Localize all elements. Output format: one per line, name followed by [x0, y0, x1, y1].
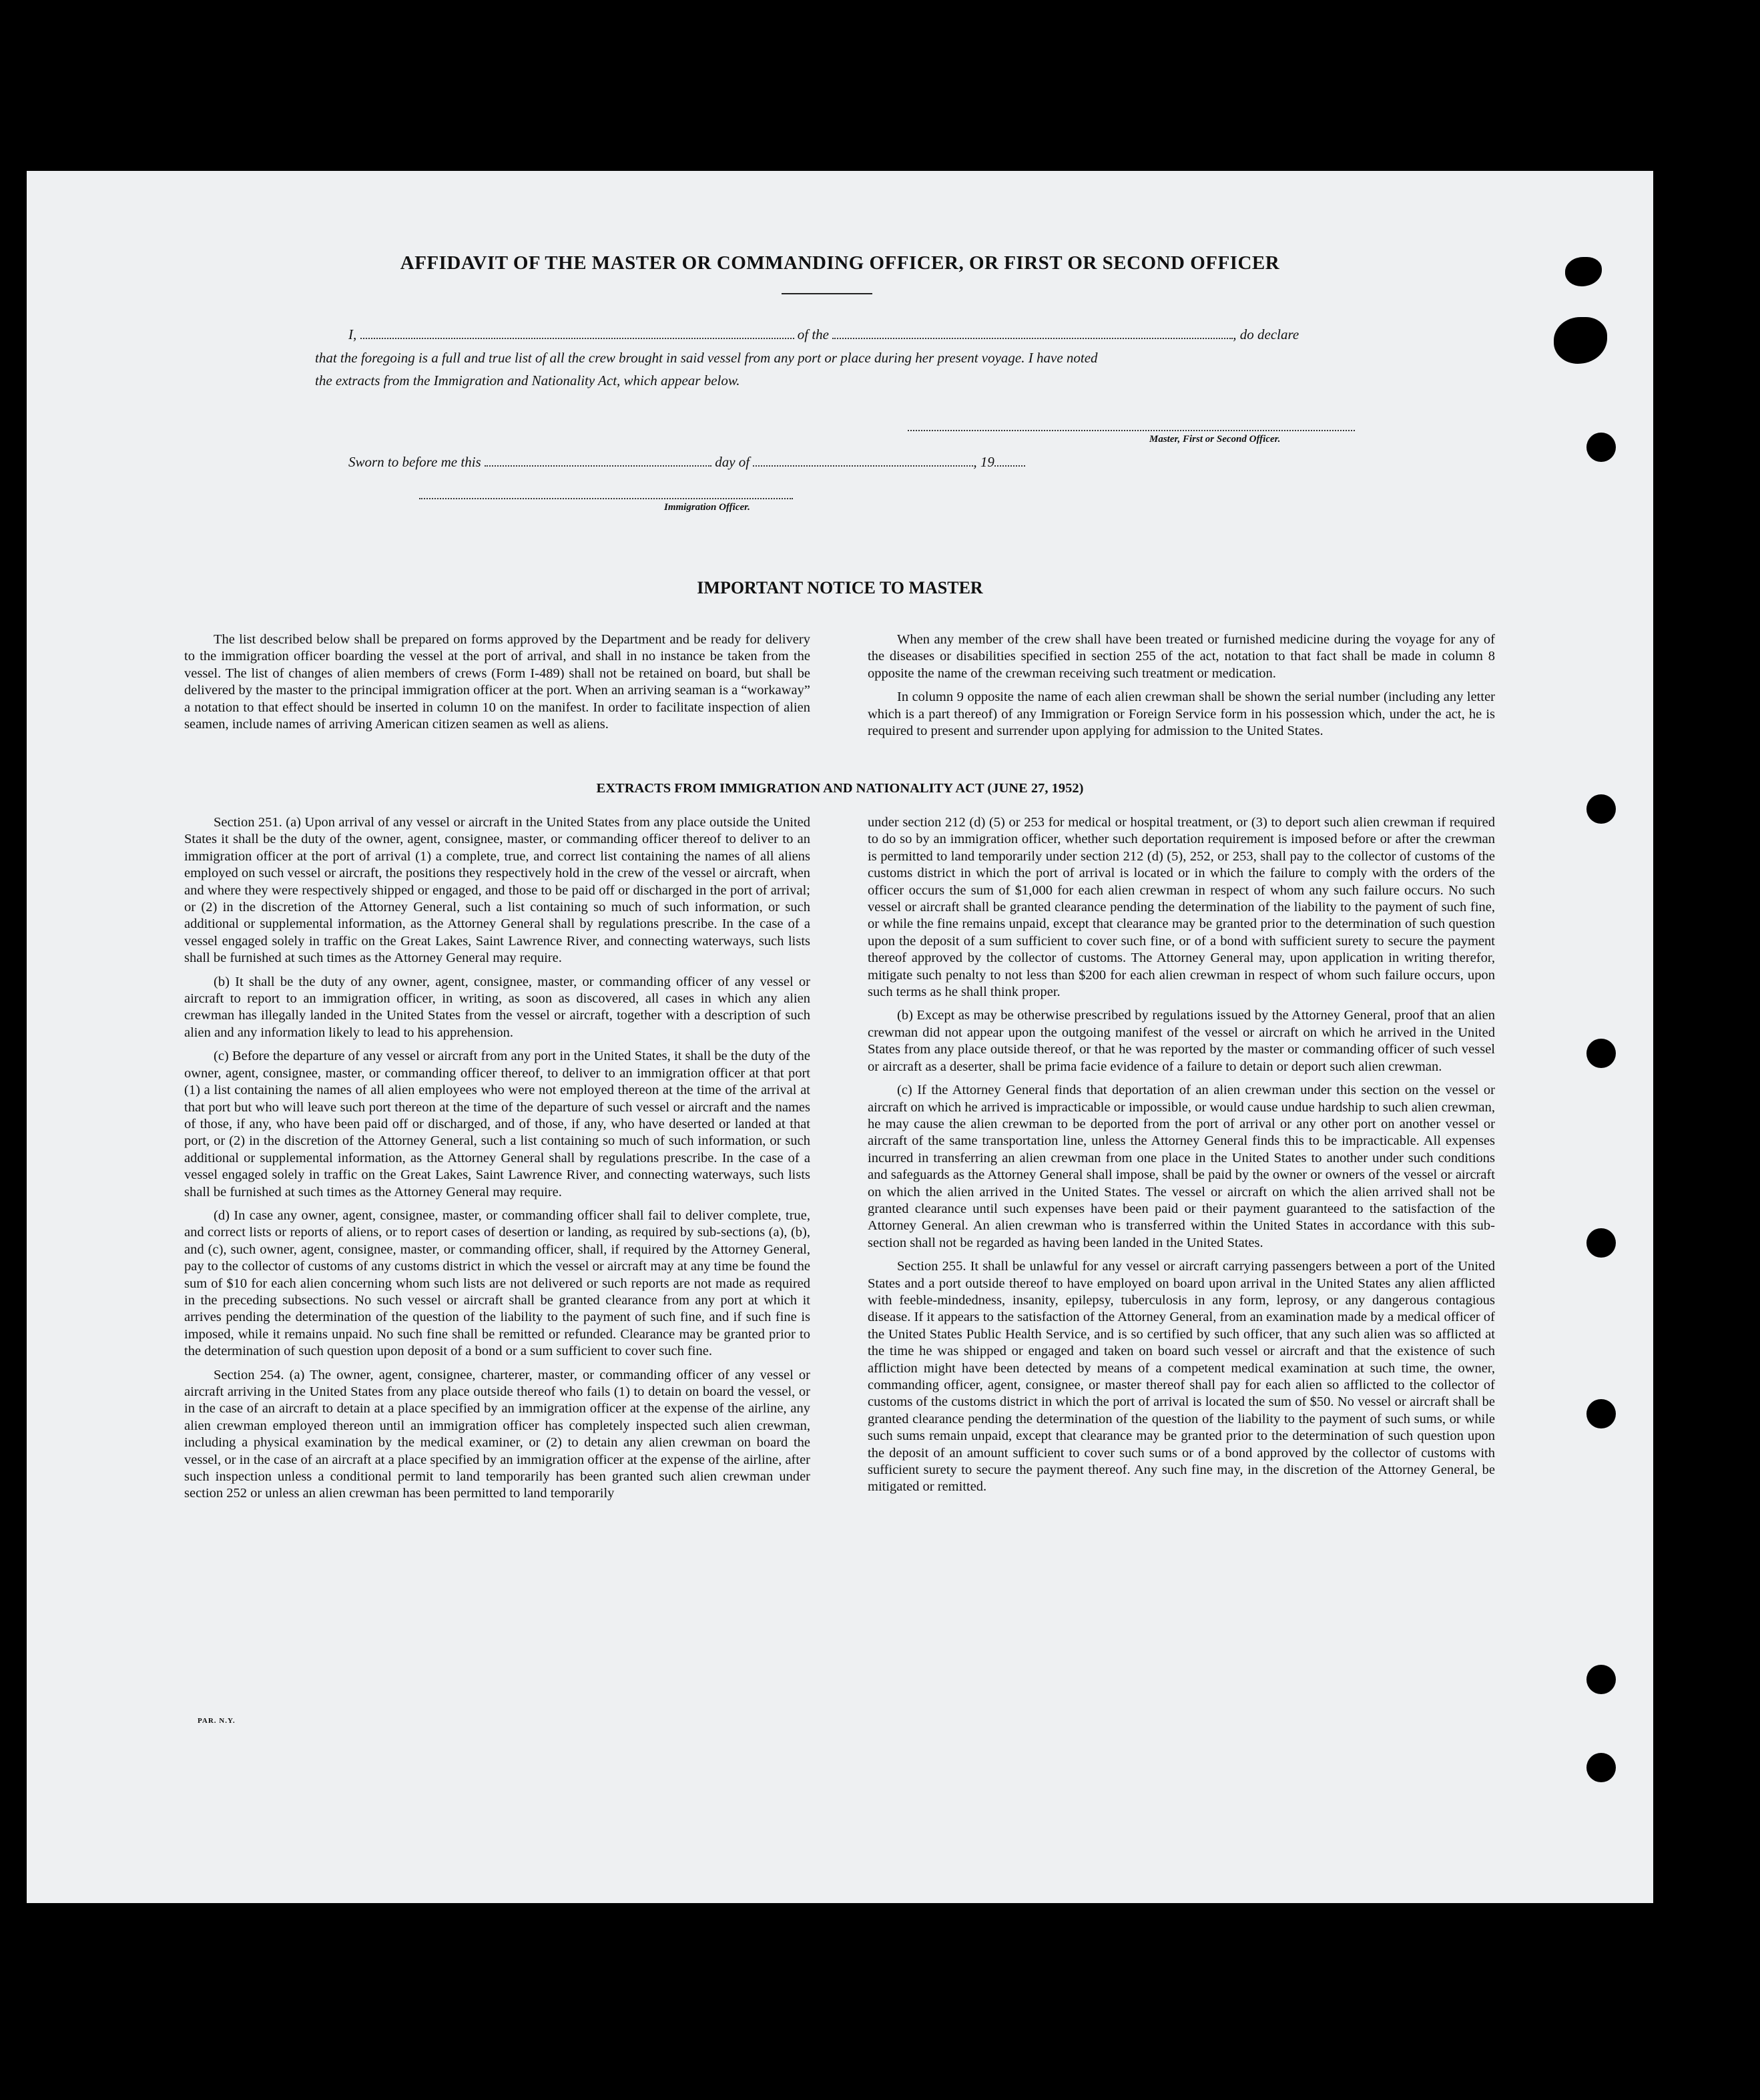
officer-signature-line — [419, 498, 793, 499]
section-251-b: (b) It shall be the duty of any owner, agent, consignee, master, or commanding officer of any vessel or aircraft to report to an immigration officer, in writing, as soon as discovered, all cases in which any alien crewman has illegally landed in the United States from the vessel or aircraft, together with a description of such alien and any information likely to lead to his apprehension. — [184, 974, 810, 1040]
form-printer-code: PAR. N.Y. — [198, 1717, 236, 1725]
sworn-year-prefix: , 19 — [973, 454, 994, 470]
extracts-left-column — [184, 814, 810, 1509]
section-251-a: Section 251. (a) Upon arrival of any vessel or aircraft in the United States from any place outside the United States it shall be the duty of the owner, agent, consignee, master, or commanding officer thereof to deliver to an immigration officer at the port of arrival (1) a complete, true, and correct list containing the names of all aliens employed on such vessel or aircraft, the positions they respectively hold in the crew of the vessel or aircraft, when and where they were respectively shipped or engaged, and those to be paid off or discharged in the port of arrival; or (2) in the discretion of the Attorney General, such a list containing so much of such information, or such additional or supplemental information, as the Attorney General shall by regulations prescribe. In the case of a vessel engaged solely in traffic on the Great Lakes, Saint Lawrence River, and connecting waterways, such lists shall be furnished at such times as the Attorney General may require. — [184, 815, 810, 966]
notice-right-column — [868, 631, 1495, 746]
sworn-line — [348, 452, 1025, 471]
vessel-name-field — [832, 324, 1233, 339]
vessel-of-the-label: of the — [797, 326, 829, 342]
section-255: Section 255. It shall be unlawful for any vessel or aircraft carrying passengers between a port of the United States and a port outside thereof to have employed on board upon arrival in the United States any alien afflicted with feeble-mindedness, insanity, epilepsy, tuberculosis in any form, leprosy, or any dangerous contagious disease. If it appears to the satisfaction of the Attorney General, from an examination made by a medical officer of the United States Public Health Service, and is so certified by such officer, that any such alien was so afflicted at the time he was shipped or engaged and taken on board such vessel or aircraft and that the existence of such affliction might have been detected by means of a competent medical examination at such time, the owner, commanding officer, agent, consignee, or master thereof shall pay for each alien so afflicted to the collector of customs of the customs district in which the port of arrival is located the sum of $50. No vessel or aircraft shall be granted clearance pending the determination of the question of the liability to the payment of such sums, or while such sums remain unpaid, except that clearance may be granted prior to the determination of such question upon the deposit of an amount sufficient to cover such sums or of a bond approved by the collector of customs with sufficient surety to secure the payment thereof. Any such fine may, in the discretion of the Attorney General, be mitigated or remitted. — [868, 1259, 1495, 1495]
notice-right-paragraph-1: When any member of the crew shall have been treated or furnished medicine during the voyage for any of the diseases or disabilities specified in section 255 of the act, notation to that fact shall be made in column 8 opposite the name of the crewman receiving such treatment or medication. — [868, 632, 1495, 681]
section-254-a-continued: under section 212 (d) (5) or 253 for medical or hospital treatment, or (3) to deport such alien crewman if required to do so by an immigration officer, whether such deportation requirement is imposed before or after the crewman is permitted to land temporarily under section 212 (d) (5), 252, or 253, shall pay to the collector of customs of the customs district in which the port of arrival is located or in which the failure to comply with the orders of the officer occurs the sum of $1,000 for each alien crewman in respect of whom any such failure occurs. No such vessel or aircraft shall be granted clearance pending the determination of the liability to the payment of such fine, or while the fine remains unpaid, except that clearance may be granted prior to the determination of such question upon the deposit of a sum sufficient to cover such fine, or of a bond with sufficient surety to secure the payment thereof approved by the collector of customs. The Attorney General may, upon application in writing therefor, mitigate such penalty to not less than $200 for each alien crewman in respect of whom such failure occurs, upon such terms as he shall think proper. — [868, 815, 1495, 1000]
document-page — [27, 171, 1653, 1903]
master-signature-label: Master, First or Second Officer. — [1149, 434, 1281, 445]
sworn-month-field — [753, 452, 973, 467]
section-254-c: (c) If the Attorney General finds that deportation of an alien crewman under this section on the vessel or aircraft on which he arrived is impracticable or impossible, or would cause undue hardship to such alien crewman, he may cause the alien crewman to be deported from the port of arrival or any other port on another vessel or aircraft of the same transportation line, unless the Attorney General finds this to be impracticable. All expenses incurred in transferring an alien crewman from one place in the United States to another under such conditions and safeguards as the Attorney General shall impose, shall be paid by the owner or owners of the vessel or aircraft on which the alien arrived in the United States. The vessel or aircraft on which the alien arrived shall not be granted clearance until such expenses have been paid or their payment guaranteed to the satisfaction of the Attorney General. An alien crewman who is transferred within the United States in accordance with this sub-section shall not be regarded as having been landed in the United States. — [868, 1083, 1495, 1250]
extracts-title: EXTRACTS FROM IMMIGRATION AND NATIONALITY ACT (JUNE 27, 1952) — [596, 781, 1084, 796]
extracts-right-column — [868, 814, 1495, 1503]
section-251-d: (d) In case any owner, agent, consignee, master, or commanding officer shall fail to deliver complete, true, and correct lists or reports of aliens, or to report cases of desertion or landing, as required by sub-sections (a), (b), and (c), such owner, agent, consignee, master, or commanding officer, shall, if required by the Attorney General, pay to the collector of customs of any customs district in which the vessel or aircraft may at any time be found the sum of $10 for each alien concerning whom such lists are not delivered or such reports are not made as required in the preceding subsections. No such vessel or aircraft shall be granted clearance from any port at which it arrives pending the determination of the question of the liability to the payment of such fine, and if such fine is imposed, while it remains unpaid. No such fine shall be remitted or refunded. Clearance may be granted prior to the determination of such question upon deposit of a bond or a sum sufficient to cover such fine. — [184, 1208, 810, 1359]
binder-hole — [1586, 1039, 1616, 1068]
binder-hole — [1586, 1753, 1616, 1782]
sworn-day-of: day of — [715, 454, 750, 470]
affidavit-title: AFFIDAVIT OF THE MASTER OR COMMANDING OFFICER, OR FIRST OR SECOND OFFICER — [400, 252, 1280, 274]
notice-title: IMPORTANT NOTICE TO MASTER — [697, 578, 983, 597]
officer-signature-label: Immigration Officer. — [664, 502, 750, 513]
notice-left-column — [184, 631, 810, 740]
sworn-year-field — [994, 452, 1025, 467]
section-251-c: (c) Before the departure of any vessel or aircraft from any port in the United States, it shall be the duty of the owner, agent, consignee, master, or commanding officer thereof, to deliver to an immigration officer at that port (1) a list containing the names of all alien employees who were not employed thereon at the time of the arrival at that port but who will leave such port thereon at the time of the departure of such vessel or aircraft and the names of those, if any, who have been paid off or discharged, and of those, if any, who have deserted or landed at that port, or (2) in the discretion of the Attorney General, such a list containing so much of such information, or such additional or supplemental information, as the Attorney General shall by regulations prescribe. In the case of a vessel engaged solely in traffic on the Great Lakes, Saint Lawrence River, and connecting waterways, such lists shall be furnished at such times as the Attorney General may require. — [184, 1049, 810, 1200]
sworn-day-field — [485, 452, 711, 467]
binder-hole — [1586, 433, 1616, 462]
affidavit-line-2: that the foregoing is a full and true list of all the crew brought in said vessel from any port or place during her present voyage. I have noted — [315, 350, 1098, 366]
notice-right-paragraph-2: In column 9 opposite the name of each alien crewman shall be shown the serial number (including any letter which is a part thereof) of any Immigration or Foreign Service form in his possession which, under the act, he is required to present and surrender upon applying for admission to the United States. — [868, 690, 1495, 739]
sworn-prefix: Sworn to before me this — [348, 454, 481, 470]
binder-hole — [1586, 794, 1616, 824]
master-signature-line — [908, 430, 1355, 431]
declarant-i-label: I, — [348, 326, 357, 342]
section-254-b: (b) Except as may be otherwise prescribed by regulations issued by the Attorney General, proof that an alien crewman did not appear upon the outgoing manifest of the vessel or aircraft on which he arrived in the United States from any place outside thereof, or that he was reported by the master or commanding officer of such vessel or aircraft as a deserter, shall be prima facie evidence of a failure to detain or deport such alien crewman. — [868, 1008, 1495, 1074]
declarant-line — [348, 324, 1299, 343]
title-rule — [782, 293, 872, 294]
affidavit-line-3: the extracts from the Immigration and Nationality Act, which appear below. — [315, 372, 740, 388]
notice-left-paragraph: The list described below shall be prepared on forms approved by the Department and be ready for delivery to the immigration officer boarding the vessel at the port of arrival, and shall in no instance be taken from the vessel. The list of changes of alien members of crews (Form I-489) shall not be retained on board, but shall be delivered by the master to the principal immigration officer at the port. When an arriving seaman is a “workaway” a notation to that effect should be inserted in column 10 on the manifest. In order to facilitate inspection of alien seamen, include names of arriving American citizen seamen as well as aliens. — [184, 632, 810, 732]
binder-hole — [1586, 1665, 1616, 1694]
declarant-name-field — [360, 324, 794, 339]
binder-hole — [1586, 1399, 1616, 1428]
binder-hole — [1586, 1228, 1616, 1258]
do-declare-label: , do declare — [1233, 326, 1299, 342]
section-254-a: Section 254. (a) The owner, agent, consignee, charterer, master, or commanding officer of any vessel or aircraft arriving in the United States from any place outside thereof who fails (1) to detain on board the vessel, or in the case of an aircraft to detain at a place specified by an immigration officer at the expense of the airline, any alien crewman employed thereon until an immigration officer has completely inspected such alien crewman, including a physical examination by the medical examiner, or (2) to detain any alien crewman on board the vessel, or in the case of an aircraft at a place specified by an immigration officer at the expense of the airline, after such inspection unless a conditional permit to land temporarily has been granted such alien crewman under section 252 or unless an alien crewman has been permitted to land temporarily — [184, 1367, 810, 1501]
